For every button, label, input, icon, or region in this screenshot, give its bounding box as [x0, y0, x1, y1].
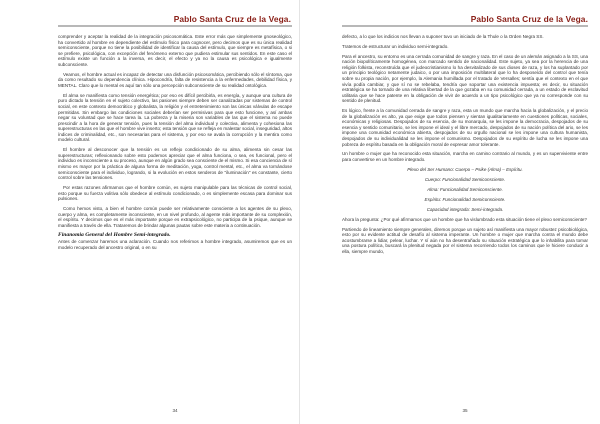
paragraph: Es lógico, frente a la comunidad cerrada de sangre y raza, esta un mundo que marcha hacia la globalización, y el precio de la globalización es alto, ya que exige que todos piensen y sientan igualitariamente en cuestiones políticas, sociales, económicas y religiosas. Despojados de su esencia, de su monarquía, se les impone la democracia, despojados de su esencia y sentido comunitario, se les impone el ideal y el libre mercado, despojados de su nación política del ario, se les impone una comunidad económica abierta, despojados de su orgullo nacional se les impone una cultura humanista, despojados de su individualidad se les impone el comunismo. Despojados de su espíritu de lucha se les impone una pobreza de espíritu basada en la obligación moral de expresar amor tolerante. [342, 108, 588, 147]
paragraph: Tratemos de estructurar un individuo semi-integrado. [342, 43, 449, 49]
paragraph: Partiendo de lineamiento siempre generales, diremos porque un sujeto así manifiesta una mayor robustez psicobiológica, esto por su evidente actitud de desafío al sistema imperante. Un hombre o mujer que marcha contra el mundo debe acostumbrarse a lidiar, pelear, luchar. Y sí aún no ha desentrañado su situación estratégica que lo inhabilita para tomar una postura política, buscará la plenitud negada por el sistema recorriendo todos los caminos que le hiciere conducir a ella, siempre mundo, [342, 226, 588, 254]
section-heading: Finanomia General del Hombre Semi-integrado. [58, 231, 171, 238]
list-item: Alma: Funcionalidad Semiconsciente. [427, 186, 503, 192]
page-body [58, 34, 292, 406]
paragraph: defecto, a lo que los indicios nos llevan a suponer tuvo un iniciado de la Thule o la Orden Negra SS. [342, 34, 544, 39]
list-item: Plexo del Ser Humano: Cuerpo – Psike (Alma) – Espíritu. [407, 166, 523, 172]
header-rule [58, 25, 292, 27]
paragraph: Antes de comenzar haremos una aclaración. Cuando nos referimos a hombre integrado, asumiremos que es un modelo recuperado del ancestro original, o en su [58, 239, 292, 250]
right-page [300, 0, 600, 424]
page-header: Pablo Santa Cruz de la Vega. [173, 14, 291, 24]
list-item: Capacidad integrada: Semi-integrada. [426, 206, 504, 212]
paragraph: comprender y aceptar la realidad de la integración psicosomática. Este error más que simplemente gnoseológico, ha convertido al hombre en dependiente del estímulo físico para cognocer, pero decimos que es su única realidad semiconsciente, porque no tiene la posibilidad de identificar la causa del estímulo, que siempre es metafísica, o si se prefiere, psicológica, con excepción del fenómeno externo que pudiera estimular sus sentidos. En este caso el estímulo existe un función a la inversa, es decir, el efecto y ya no la causa es psicológica e igualmente subconsciente. [58, 34, 292, 67]
paragraph: Ahora la pregunta: ¿Por qué afirmamos que un hombre que ha vislumbrado esta situación tiene el plexo semiconsciente? [342, 216, 587, 222]
header-rule [342, 25, 588, 27]
page-number: 35 [462, 408, 468, 413]
page-number: 34 [172, 408, 178, 413]
paragraph: El alma se manifiesta como tensión energética; por eso es difícil percibirla, es energía, y aunque una cultura de puro dictado la tensión en el sujeto colectivo, las pasiones siempre deben ser canalizadas por sistemas de control social, en este contexto democrático y globalista, la religión y el entretenimiento son las únicas válvulas de escape permitidas. Sin embargo las condiciones sociales deberían ser permisivas para que esto funcione, y así ambas negar su voluntad que se hace tarea la. La pobreza y la miseria son variables de las que el sistema no puede prescindir a la hora de generar tensión, pues la tensión del alma individual y colectiva, alimenta y cohesiona las superestructuras en las que el hombre vive inserto; esta tensión que se refleja en malestar social, inseguridad, altos índices de criminalidad, etc., son necesarias para el sistema, y por eso se avala la corrupción y la mentira como modelo cultural. [58, 92, 292, 143]
paragraph: Como hemos visto, a bien el hombre común puede ser relativamente consciente a los agentes de su plexo, cuerpo y alma, es completamente inconsciente, en un nivel profundo, al agente más importante de su complexión, el espíritu. Y decimos que es el más importante porque es extrapsicológico, no participa de la psique, aunque se manifiesta a través de ella. Trataremos de brindar algunas pautas sobre este materia a continuación. [58, 205, 292, 228]
paragraph: Un hombre o mujer que ha reconocido esta situación, marcha en camino contrario al mundo, y es un superviviente entre para convertirse en un hombre integrado. [342, 151, 588, 163]
list-item: Cuerpo: Funcionalidad Semiconsciente. [424, 176, 506, 182]
paragraph: Por estas razones afirmamos que el hombre común, es sujeto manipulable para las técnicas de control social, esto porque su fuerza volitiva sólo obedece al estímulo condicionado, o es simplemente escasa para dominar sus pulsiones. [58, 185, 292, 202]
paragraph: Para el ancestro, su entorno es una cerrada comunidad de sangre y raza. En el caso de un alemán asignado a la SS, una nación biopolíticamente homogénea, con marcado sentido de nacionalidad. Este sujeto, ya sea por la herencia de una religión folkista, reconstruída que el judeocristianismo lo ha desvitalizado de sus dioses de raza, y los ha suplantado por un principio teológico netamente judaico, o por una imposición multilateral que lo ha desposeído del control que tenía sobre su propia nación, por ejemplo, la Alemania humillada por el tratado de Versalles; sentía que el contexto en el que vivía podía cambiar, y que sí no se rebelaba, tendría que soportar una existencia impuesta; es decir, su situación estratégica se ha tornado de una relativa libertad de la que gozaba en su comunidad cerrada, a un estado de esclavitud utilitaria que se hace patente en la obligación de vivir de acuerdo a un tipo psicológico que ya no corresponde con su sentido de plenitud. [342, 53, 588, 104]
paragraph: Veamos, el hombre actual es incapaz de detectar una disfunción psicosomática, percibiendo sólo el síntoma, que da como resultado su dependencia clínica. Hipocondría, falta de resistencia a la enfermedades, debilidad física, y MENTAL. Claro que lo mental es aquí tan sólo una percepción subconsciente de su realidad ontológica. [58, 71, 292, 88]
paragraph: El hombre al desconocer que la tensión es un reflejo condicionado de su alma, alimenta sin cesar las superestructuras; reflexionando sobre esto podemos apreciar que el alma funciona, o sea, es funcional, pero el individuo es inconsciente a su proceso, aunque en algún grado sea consciente de el mismo. Si esa conciencia de sí mismo es mayor por la práctica de alguna forma de meditación, yoga, control mental, etc., el alma va tornándose semiconsciente para el individuo, logrando, si la evolución en estos senderos de "iluminación" es constante, cierto control sobre las tensiones. [58, 147, 292, 181]
page-body [342, 34, 588, 406]
list-item: Espíritu: Funcionalidad Semiconsciente. [424, 196, 506, 202]
page-header: Pablo Santa Cruz de la Vega. [470, 14, 588, 24]
